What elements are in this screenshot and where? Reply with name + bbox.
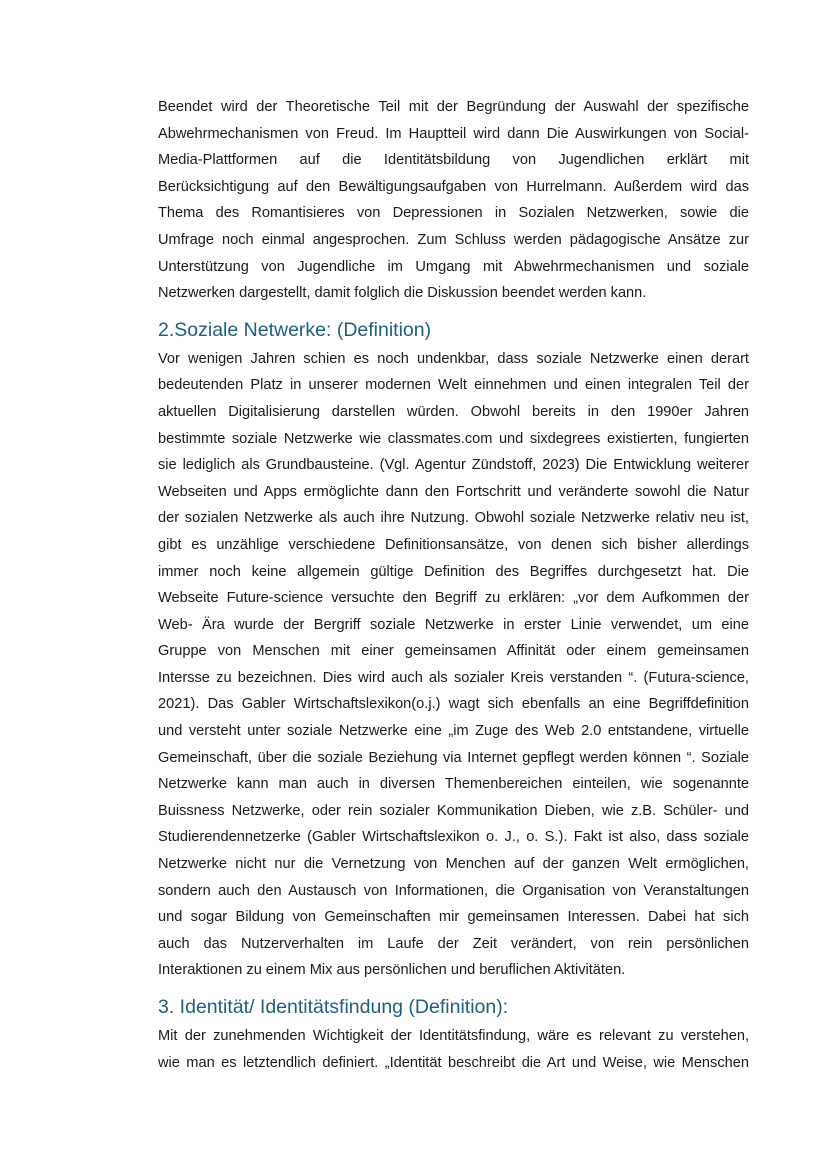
heading-identitaet: 3. Identität/ Identitätsfindung (Definition): — [158, 996, 509, 1018]
text-line: Thema des Romantisieres von Depressionen in Sozialen Netzwerken, sowie die — [158, 205, 749, 222]
text-line: Interaktionen zu einem Mix aus persönlichen und beruflichen Aktivitäten. — [158, 962, 626, 979]
text-line: Studierendennetzerke (Gabler Wirtschaftslexikon o. J., o. S.). Fakt ist also, dass soziale — [158, 829, 749, 846]
text-line: Intersse zu bezeichnen. Dies wird auch als sozialer Kreis verstanden “. (Futura-science, — [158, 669, 749, 686]
text-line: sie lediglich als Grundbausteine. (Vgl. Agentur Zündstoff, 2023) Die Entwicklung weiterer — [158, 457, 749, 474]
text-line: Netzwerke nicht nur die Vernetzung von Menchen auf der ganzen Welt ermöglichen, — [158, 856, 749, 873]
text-line: Netzwerke kann man auch in diversen Themenbereichen einteilen, wie sogenannte — [158, 776, 749, 793]
heading-soziale-netzwerke: 2.Soziale Netwerke: (Definition) — [158, 318, 432, 341]
text-line: bedeutenden Platz in unserer modernen Welt einnehmen und einen integralen Teil der — [158, 377, 749, 394]
text-line: Berücksichtigung auf den Bewältigungsaufgaben von Hurrelmann. Außerdem wird das — [158, 178, 749, 195]
paragraph-identitaet-definition — [158, 1023, 749, 1076]
text-line: Beendet wird der Theoretische Teil mit der Begründung der Auswahl der spezifische — [158, 99, 749, 115]
text-line: Gruppe von Menschen mit einer gemeinsamen Affinität oder einem gemeinsamen — [158, 643, 749, 660]
text-line: Web- Ära wurde der Bergriff soziale Netzwerke in erster Linie verwendet, um eine — [158, 616, 749, 633]
text-line: Vor wenigen Jahren schien es noch undenkbar, dass soziale Netzwerke einen derart — [158, 350, 749, 367]
text-line: wie man es letztendlich definiert. „Identität beschreibt die Art und Weise, wie Menschen — [158, 1054, 749, 1071]
text-line: immer noch keine allgemein gültige Definition des Begriffes durchgesetzt hat. Die — [158, 563, 749, 580]
text-line: Webseiten und Apps ermöglichte dann den Fortschritt und veränderte sowohl die Natur — [158, 483, 749, 500]
text-line: Abwehrmechanismen von Freud. Im Hauptteil wird dann Die Auswirkungen von Social- — [158, 125, 749, 142]
text-line: Buissness Netzwerke, oder rein sozialer Kommunikation Dieben, wie z.B. Schüler- und — [158, 802, 749, 819]
text-line: und sogar Bildung von Gemeinschaften mir gemeinsamen Interessen. Dabei hat sich — [158, 909, 749, 926]
text-line: Umfrage noch einmal angesprochen. Zum Schluss werden pädagogische Ansätze zur — [158, 231, 749, 248]
text-line: Gemeinschaft, über die soziale Beziehung via Internet gepflegt werden können “. Soziale — [158, 749, 749, 766]
text-line: Webseite Future-science versuchte den Begriff zu erklären: „vor dem Aufkommen der — [158, 590, 749, 607]
text-line: 2021). Das Gabler Wirtschaftslexikon(o.j.) wagt sich ebenfalls an eine Begriffdefinition — [158, 696, 749, 713]
paragraph-soziale-netzwerke-definition — [158, 346, 749, 984]
text-line: Netzwerken dargestellt, damit folglich die Diskussion beendet werden kann. — [158, 285, 647, 302]
text-line: gibt es unzählige verschiedene Definitionsansätze, von denen sich bisher allerdings — [158, 536, 749, 553]
text-line: aktuellen Digitalisierung darstellen würden. Obwohl bereits in den 1990er Jahren — [158, 403, 749, 420]
text-line: bestimmte soziale Netzwerke wie classmates.com und sixdegrees existierten, fungierten — [158, 430, 749, 447]
text-line: der sozialen Netzwerke als auch ihre Nutzung. Obwohl soziale Netzwerke relativ neu ist, — [158, 510, 749, 527]
text-line: auch das Nutzerverhalten im Laufe der Zeit verändert, von rein persönlichen — [158, 935, 749, 952]
text-line: Unterstützung von Jugendliche im Umgang mit Abwehrmechanismen und soziale — [158, 258, 749, 275]
text-line: sondern auch den Austausch von Informationen, die Organisation von Veranstaltungen — [158, 882, 749, 899]
text-line: Mit der zunehmenden Wichtigkeit der Identitätsfindung, wäre es relevant zu verstehen, — [158, 1028, 749, 1044]
text-line: und versteht unter soziale Netzwerke eine „im Zuge des Web 2.0 entstandene, virtuelle — [158, 723, 749, 740]
paragraph-intro-outline — [158, 94, 749, 307]
text-line: Media-Plattformen auf die Identitätsbildung von Jugendlichen erklärt mit — [158, 152, 749, 169]
document-page — [158, 94, 749, 1076]
